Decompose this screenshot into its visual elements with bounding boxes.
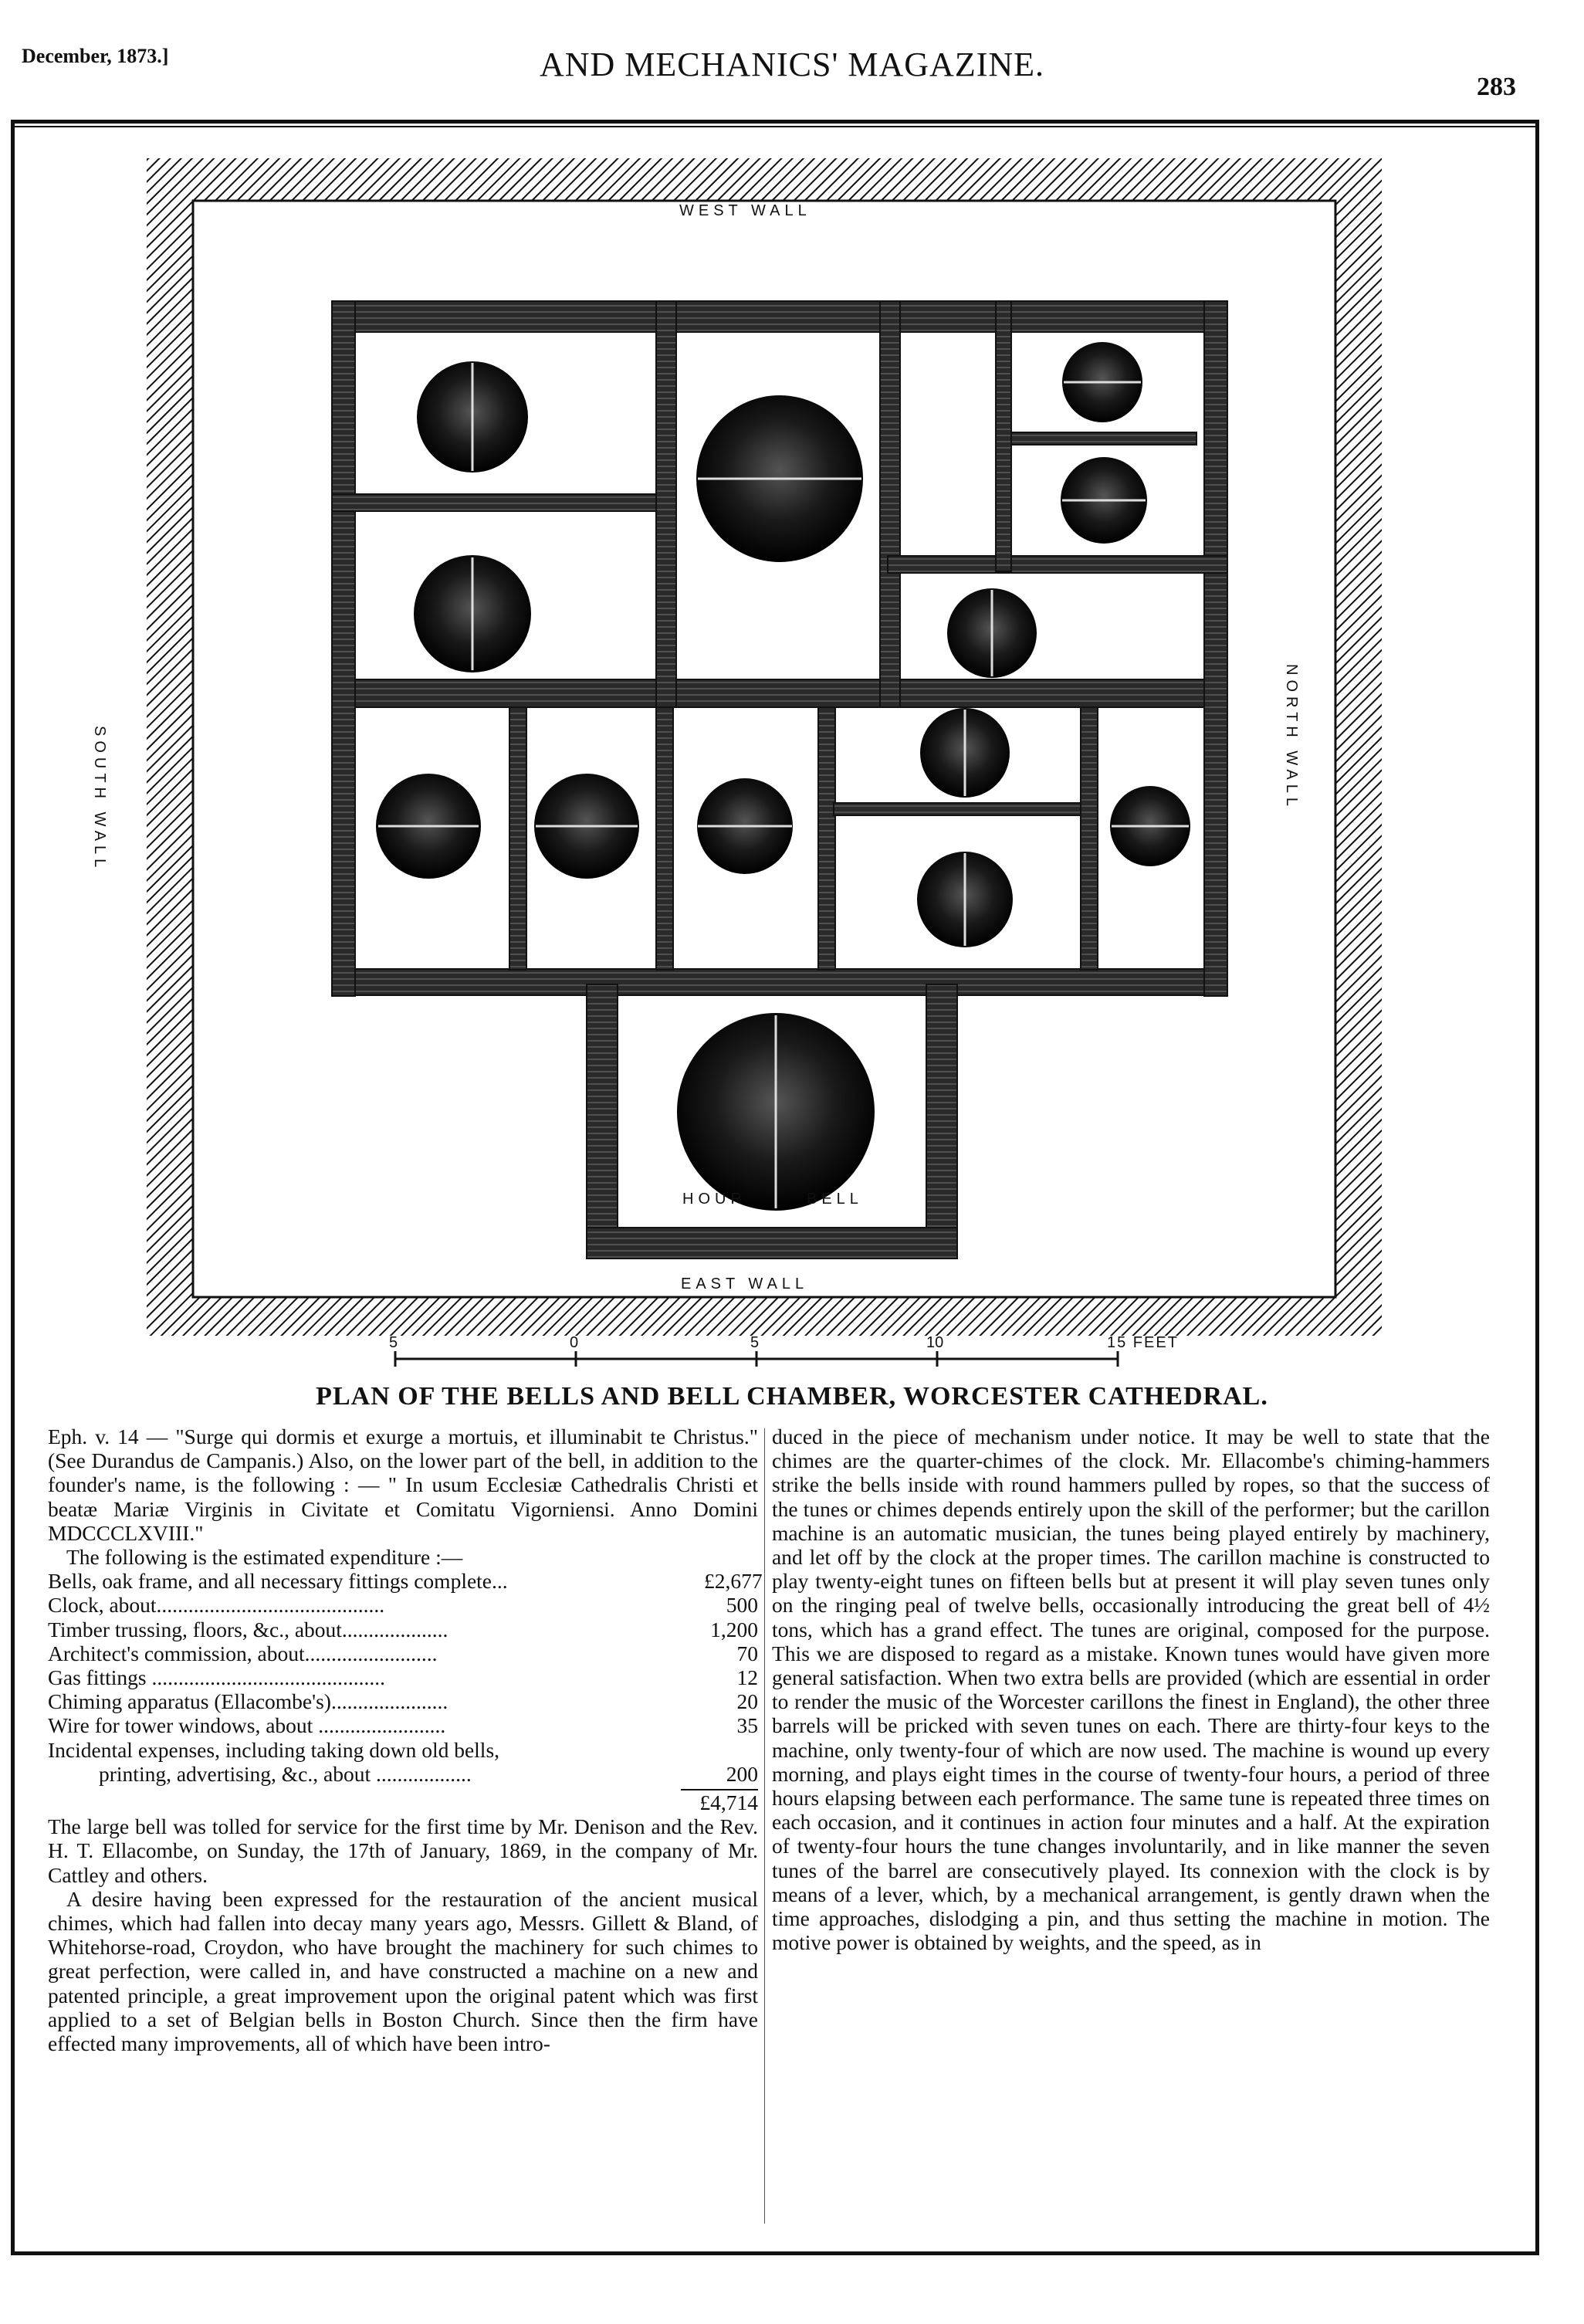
scale-bar (395, 1351, 1118, 1367)
expenditure-total: £4,714 (699, 1790, 758, 1815)
expenditure-amount: 12 (736, 1665, 758, 1690)
carillon-paragraph: duced in the piece of mechanism under notice. It may be well to state that the chimes are the quarter-chimes of the clock. Mr. Ellacombe's chiming-hammers strike the bells inside with round hammers pulled by ropes, so that the success of the tunes or chimes depends entirely upon the skill of the performer; but the carillon machine is an automatic musician, the tunes being played entirely by machinery, and let off by the clock at the proper times. The carillon machine is constructed to play twenty-eight tunes on fifteen bells but at present it will play seven tunes only on the ringing peal of twelve bells, occasionally introducing the great bell of 4½ tons, which has a grand effect. The tunes are original, composed for the purpose. This we are disposed to regard as a mistake. Known tunes would have given more general satisfaction. When two extra bells are provided (which are essential in order to render the music of the Worcester carillons the finest in England), the other three barrels will be pricked with seven tunes on each. There are thirty-four keys to the machine, only twenty-four of which are now used. The machine is wound up every morning, and plays eight times in the course of twenty-four hours, a period of three hours elapsing between each performance. The same tune is repeated three times on each occasion, and it continues in action four minutes and a half. At the expiration of twenty-four hours the tune changes involuntarily, and in like manner the seven tunes of the barrel are consecutively played. Its connexion with the clock is by means of a lever, which, by a mechanical arrangement, is gently drawn when the time approaches, dislodging a pin, and thus setting the machine in motion. The motive power is obtained by weights, and the speed, as in (772, 1425, 1490, 1955)
expenditure-label: Incidental expenses, including taking down old bells, (48, 1737, 500, 1762)
expenditure-label: Wire for tower windows, about ........................ (48, 1713, 446, 1738)
hour-label: HOUR (682, 1191, 746, 1208)
expenditure-row (48, 1738, 758, 1762)
expenditure-label: Chiming apparatus (Ellacombe's)...................... (48, 1689, 448, 1714)
expenditure-amount: 20 (736, 1689, 758, 1714)
expenditure-row (48, 1665, 758, 1689)
expenditure-row (48, 1689, 758, 1713)
tolled-paragraph: The large bell was tolled for service for the first time by Mr. Denison and the Rev. H. T. Ellacombe, on Sunday, the 17th of January, 1869, in the company of Mr. Cattley and others. (48, 1814, 758, 1887)
expenditure-label: printing, advertising, &c., about .................. (99, 1761, 472, 1786)
scale-tick-label: 0 (570, 1334, 579, 1351)
expenditure-label: Clock, about........................................... (48, 1593, 385, 1618)
expenditure-row (48, 1641, 758, 1665)
scale-tick-label: 5 (389, 1334, 398, 1351)
running-header-date: December, 1873.] (22, 45, 169, 67)
expenditure-row (48, 1569, 763, 1594)
expenditure-amount: £2,677 (704, 1569, 763, 1594)
left-column (48, 1425, 763, 2056)
expenditure-amount: 70 (736, 1641, 758, 1665)
scale-tick-label: 5 (750, 1334, 760, 1351)
expenditure-amount: 200 (726, 1761, 758, 1786)
column-divider (764, 1428, 765, 2224)
expenditure-amount: 1,200 (710, 1617, 758, 1641)
expenditure-label: Architect's commission, about......................... (48, 1641, 438, 1665)
expenditure-label: Bells, oak frame, and all necessary fittings complete... (48, 1569, 508, 1594)
west-wall-label: WEST WALL (679, 202, 811, 219)
right-column (772, 1425, 1490, 1954)
intro-paragraph: Eph. v. 14 — "Surge qui dormis et exurge a mortuis, et illuminabit te Christus." (See Durandus de Campanis.) Also, on the lower part of the bell, in addition to the founder's name, is the following : — " In usum Ecclesiæ Cathedralis Christi et beatæ Mariæ Virginis in Civitate et Comitatu Vigorniensi. Anno Domini MDCCCLXVIII." (48, 1425, 758, 1545)
running-header-title: AND MECHANICS' MAGAZINE. (539, 46, 1045, 83)
expenditure-row (48, 1593, 758, 1617)
scale-tick-label: 10 (926, 1334, 944, 1351)
bell-label: BELL (807, 1191, 863, 1208)
expenditure-label: Gas fittings ............................................ (48, 1665, 385, 1690)
south-wall-label: SOUTH WALL (91, 726, 108, 872)
scale-tick-label: 15 FEET (1107, 1334, 1179, 1351)
expenditure-table (48, 1569, 763, 1815)
expenditure-amount (704, 1738, 758, 1762)
page-number: 283 (1477, 73, 1516, 101)
east-wall-label: EAST WALL (681, 1275, 809, 1292)
frame-rule-bottom (11, 2251, 1539, 2255)
expenditure-row (48, 1713, 758, 1737)
expenditure-label: Timber trussing, floors, &c., about.................... (48, 1617, 448, 1641)
expenditure-amount: 35 (736, 1713, 758, 1738)
expenditure-amount: 500 (726, 1593, 758, 1618)
north-wall-label: NORTH WALL (1283, 664, 1300, 811)
restauration-paragraph: A desire having been expressed for the restauration of the ancient musical chimes, which had fallen into decay many years ago, Messrs. Gillett & Bland, of Whitehorse-road, Croydon, who have brought the machinery for such chimes to great perfection, were called in, and have constructed a machine on a new and patented principle, a great improvement upon the original patent which was first applied to a set of Belgian bells in Boston Church. Since then the firm have effected many improvements, all of which have been intro- (48, 1886, 758, 2056)
expenditure-heading: The following is the estimated expenditure :— (66, 1545, 463, 1570)
figure-caption: PLAN OF THE BELLS AND BELL CHAMBER, WORCESTER CATHEDRAL. (316, 1382, 1268, 1411)
expenditure-row (48, 1618, 758, 1641)
expenditure-row (48, 1762, 758, 1786)
